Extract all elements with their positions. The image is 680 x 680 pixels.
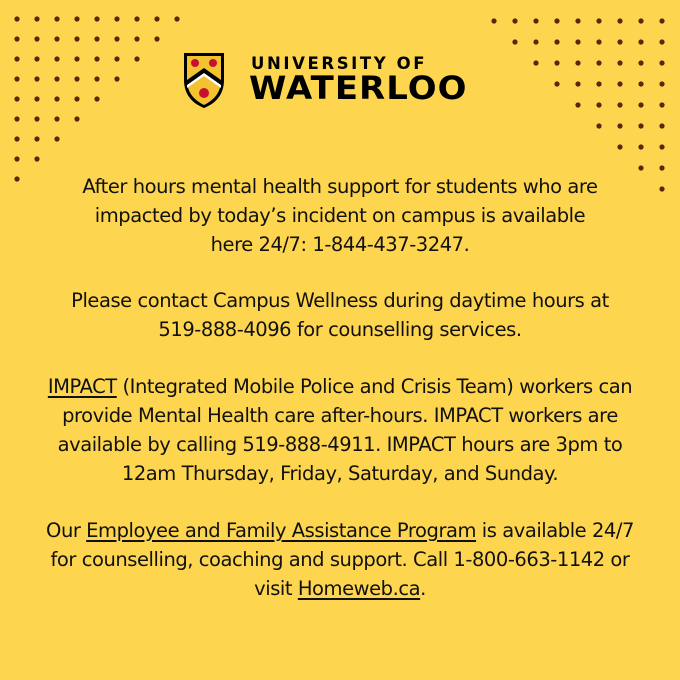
decorative-dot bbox=[74, 76, 79, 81]
paragraph-after-hours-support bbox=[10, 172, 670, 259]
logo-text-university-of: UNIVERSITY OF bbox=[251, 54, 428, 73]
paragraph-impact bbox=[10, 372, 670, 488]
decorative-dot bbox=[54, 56, 59, 61]
decorative-dot bbox=[491, 18, 496, 23]
decorative-dot bbox=[617, 144, 622, 149]
decorative-dot bbox=[659, 18, 664, 23]
decorative-dot bbox=[575, 81, 580, 86]
decorative-dot bbox=[94, 16, 99, 21]
decorative-dot bbox=[94, 96, 99, 101]
decorative-dot bbox=[659, 60, 664, 65]
decorative-dot bbox=[659, 165, 664, 170]
text-segment: visit bbox=[254, 577, 298, 600]
decorative-dot bbox=[34, 56, 39, 61]
decorative-dot bbox=[114, 36, 119, 41]
decorative-dot bbox=[34, 96, 39, 101]
text-line bbox=[10, 574, 670, 603]
decorative-dot bbox=[533, 60, 538, 65]
decorative-dot bbox=[34, 16, 39, 21]
decorative-dot bbox=[554, 39, 559, 44]
decorative-dot bbox=[638, 18, 643, 23]
decorative-dot bbox=[34, 136, 39, 141]
decorative-dot bbox=[617, 123, 622, 128]
text-segment: Our bbox=[46, 519, 87, 542]
decorative-dot bbox=[596, 60, 601, 65]
decorative-dot bbox=[512, 18, 517, 23]
decorative-dot bbox=[54, 136, 59, 141]
decorative-dot bbox=[54, 16, 59, 21]
decorative-dot bbox=[575, 60, 580, 65]
decorative-dot bbox=[659, 123, 664, 128]
decorative-dot bbox=[638, 165, 643, 170]
decorative-dot bbox=[74, 96, 79, 101]
decorative-dot bbox=[638, 81, 643, 86]
text-segment: . bbox=[420, 577, 426, 600]
decorative-dot bbox=[617, 81, 622, 86]
decorative-dot bbox=[114, 16, 119, 21]
decorative-dot bbox=[617, 102, 622, 107]
text-line: here 24/7: 1-844-437-3247. bbox=[210, 233, 470, 256]
efap-link[interactable]: Employee and Family Assistance Program bbox=[86, 519, 477, 542]
decorative-dot bbox=[54, 116, 59, 121]
decorative-dot bbox=[638, 102, 643, 107]
text-segment: is available 24/7 bbox=[476, 519, 634, 542]
decorative-dot bbox=[659, 81, 664, 86]
decorative-dot bbox=[575, 39, 580, 44]
decorative-dot bbox=[596, 81, 601, 86]
decorative-dot bbox=[14, 156, 19, 161]
university-crest-icon bbox=[181, 50, 227, 110]
decorative-dot bbox=[638, 123, 643, 128]
decorative-dot bbox=[94, 76, 99, 81]
decorative-dot bbox=[596, 102, 601, 107]
decorative-dot bbox=[34, 156, 39, 161]
text-line: 12am Thursday, Friday, Saturday, and Sunday. bbox=[121, 462, 559, 485]
university-logo bbox=[181, 50, 468, 112]
decorative-dot bbox=[14, 136, 19, 141]
decorative-dot bbox=[638, 39, 643, 44]
decorative-dot bbox=[14, 56, 19, 61]
decorative-dot bbox=[154, 36, 159, 41]
decorative-dot bbox=[134, 36, 139, 41]
decorative-dot bbox=[659, 39, 664, 44]
decorative-dot bbox=[74, 116, 79, 121]
decorative-dot bbox=[659, 144, 664, 149]
decorative-dot bbox=[114, 56, 119, 61]
decorative-dot bbox=[34, 116, 39, 121]
decorative-dot bbox=[554, 81, 559, 86]
decorative-dot bbox=[596, 123, 601, 128]
decorative-dot bbox=[596, 39, 601, 44]
decorative-dot bbox=[54, 96, 59, 101]
decorative-dot bbox=[617, 18, 622, 23]
decorative-dot bbox=[74, 16, 79, 21]
decorative-dot bbox=[638, 144, 643, 149]
decorative-dot bbox=[54, 36, 59, 41]
text-line: available by calling 519-888-4911. IMPACT hours are 3pm to bbox=[57, 433, 623, 456]
decorative-dot bbox=[74, 36, 79, 41]
decorative-dot bbox=[554, 60, 559, 65]
decorative-dot bbox=[14, 16, 19, 21]
decorative-dot bbox=[34, 76, 39, 81]
decorative-dot bbox=[94, 36, 99, 41]
decorative-dot bbox=[74, 56, 79, 61]
decorative-dot bbox=[554, 18, 559, 23]
text-line: After hours mental health support for students who are bbox=[82, 175, 598, 198]
decorative-dot bbox=[94, 56, 99, 61]
text-line: 519-888-4096 for counselling services. bbox=[158, 318, 522, 341]
decorative-dot bbox=[638, 60, 643, 65]
decorative-dot bbox=[34, 36, 39, 41]
paragraph-campus-wellness bbox=[10, 286, 670, 344]
impact-link[interactable]: IMPACT bbox=[47, 375, 117, 398]
decorative-dot bbox=[14, 116, 19, 121]
decorative-dot bbox=[533, 18, 538, 23]
decorative-dot bbox=[659, 102, 664, 107]
decorative-dot bbox=[575, 102, 580, 107]
text-line: impacted by today’s incident on campus is available bbox=[94, 204, 586, 227]
homeweb-link[interactable]: Homeweb.ca bbox=[297, 577, 421, 600]
decorative-dot bbox=[575, 18, 580, 23]
decorative-dot bbox=[14, 76, 19, 81]
decorative-dot bbox=[533, 39, 538, 44]
logo-text-waterloo: WATERLOO bbox=[249, 69, 468, 107]
text-line bbox=[10, 372, 670, 401]
decorative-dot bbox=[114, 76, 119, 81]
decorative-dot bbox=[14, 36, 19, 41]
decorative-dot bbox=[14, 96, 19, 101]
text-line: Please contact Campus Wellness during daytime hours at bbox=[71, 289, 609, 312]
text-line: provide Mental Health care after-hours. IMPACT workers are bbox=[62, 404, 618, 427]
decorative-dot bbox=[617, 39, 622, 44]
decorative-dot bbox=[174, 16, 179, 21]
decorative-dot bbox=[154, 16, 159, 21]
decorative-dot bbox=[54, 76, 59, 81]
decorative-dot bbox=[134, 16, 139, 21]
paragraph-efap bbox=[10, 516, 670, 603]
decorative-dot bbox=[617, 60, 622, 65]
decorative-dot bbox=[596, 18, 601, 23]
decorative-dot bbox=[134, 56, 139, 61]
text-line bbox=[10, 516, 670, 545]
decorative-dot bbox=[512, 39, 517, 44]
text-segment: (Integrated Mobile Police and Crisis Team) workers can bbox=[116, 375, 633, 398]
text-line: for counselling, coaching and support. Call 1-800-663-1142 or bbox=[50, 548, 630, 571]
